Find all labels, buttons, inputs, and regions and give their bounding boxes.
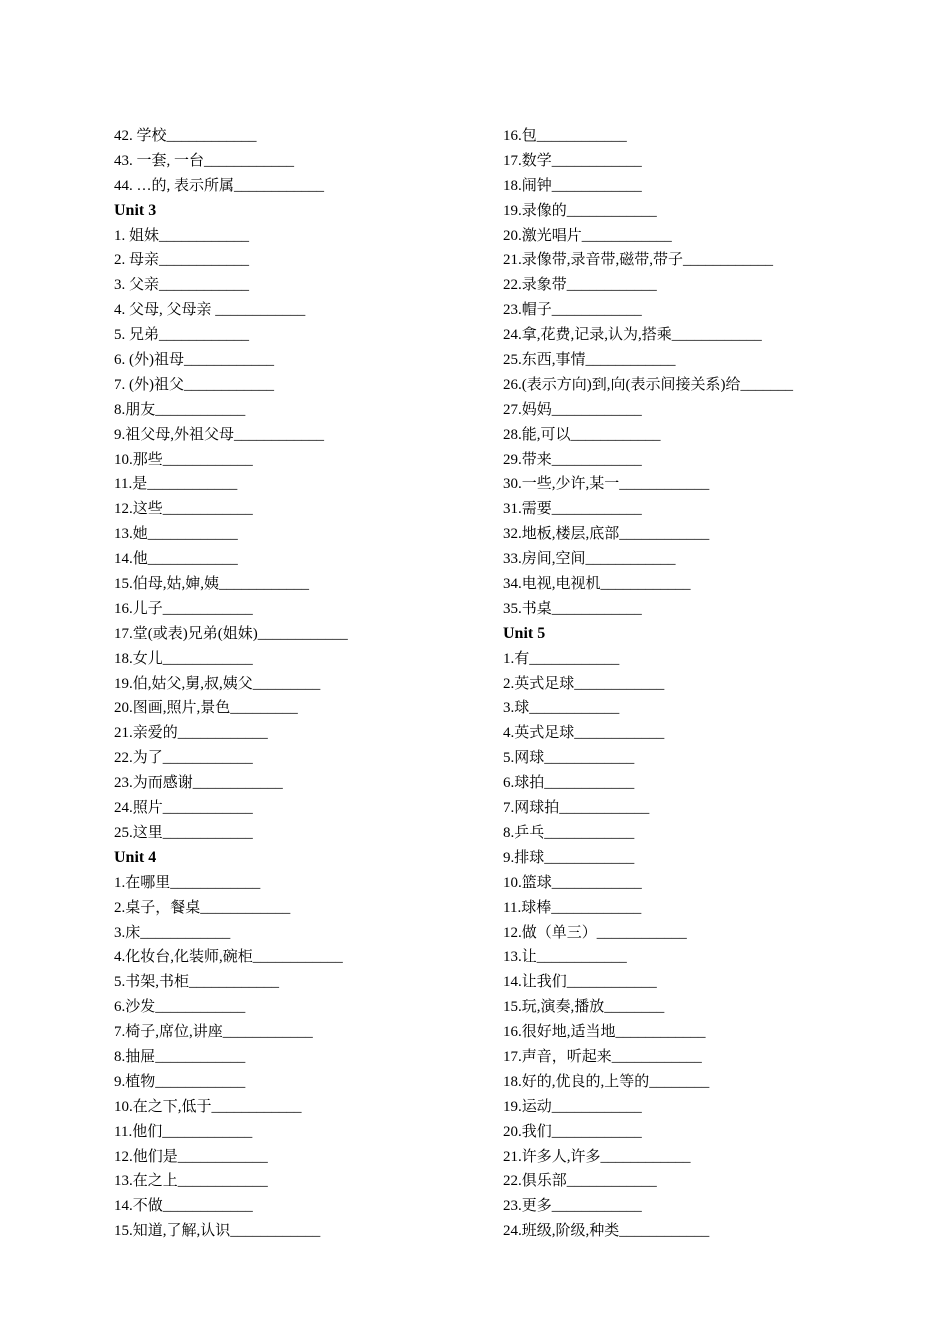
vocab-item: 2.桌子，餐桌____________ xyxy=(114,899,291,916)
vocab-item: 23.帽子____________ xyxy=(503,302,642,319)
vocab-item: 9.排球____________ xyxy=(503,849,635,866)
vocab-item: 25.这里____________ xyxy=(114,824,253,841)
vocab-item: 11.是____________ xyxy=(114,476,238,493)
vocab-item: 43. 一套, 一台____________ xyxy=(114,152,295,169)
vocab-item: 18.女儿____________ xyxy=(114,650,253,667)
vocab-item: 14.不做____________ xyxy=(114,1198,253,1215)
vocab-item: 12.他们是____________ xyxy=(114,1148,268,1165)
vocab-item: 12.这些____________ xyxy=(114,501,253,518)
vocab-item: 2. 母亲____________ xyxy=(114,252,250,269)
vocab-item: 1. 姐妹____________ xyxy=(114,227,250,244)
vocab-item: 32.地板,楼层,底部____________ xyxy=(503,526,710,543)
vocab-item: 20.激光唱片____________ xyxy=(503,227,672,244)
vocab-item: 34.电视,电视机____________ xyxy=(503,576,691,593)
vocab-item: 25.东西,事情____________ xyxy=(503,352,676,369)
vocab-item: 22.为了____________ xyxy=(114,750,253,767)
vocab-item: 27.妈妈____________ xyxy=(503,401,642,418)
vocab-item: 7.网球拍____________ xyxy=(503,800,650,817)
vocab-item: 21.录像带,录音带,磁带,带子____________ xyxy=(503,252,774,269)
vocab-item: 6.球拍____________ xyxy=(503,775,635,792)
vocab-item: 35.书桌____________ xyxy=(503,600,642,617)
vocab-item: 5.书架,书柜____________ xyxy=(114,974,280,991)
vocab-item: 13.在之上____________ xyxy=(114,1173,268,1190)
vocab-item: 18.好的,优良的,上等的________ xyxy=(503,1073,710,1090)
vocab-item: 9.植物____________ xyxy=(114,1073,246,1090)
vocab-item: 16.儿子____________ xyxy=(114,600,253,617)
vocab-item: 22.俱乐部____________ xyxy=(503,1173,657,1190)
left-column xyxy=(114,124,484,1244)
vocab-item: 42. 学校____________ xyxy=(114,128,257,144)
vocab-item: 11.球棒____________ xyxy=(503,899,642,916)
vocab-item: 8.抽屉____________ xyxy=(114,1048,246,1065)
vocab-item: 10.篮球____________ xyxy=(503,874,642,891)
vocab-item: 16.很好地,适当地____________ xyxy=(503,1024,706,1041)
unit-heading: Unit 3 xyxy=(114,201,157,219)
vocab-item: 6. (外)祖母____________ xyxy=(114,352,274,369)
vocab-item: 4.化妆台,化装师,碗柜____________ xyxy=(114,949,343,966)
vocab-item: 23.更多____________ xyxy=(503,1198,642,1215)
vocab-item: 3.床____________ xyxy=(114,924,231,941)
vocab-item: 24.照片____________ xyxy=(114,800,253,817)
vocab-item: 7.椅子,席位,讲座____________ xyxy=(114,1024,313,1041)
vocab-item: 24.班级,阶级,种类____________ xyxy=(503,1223,710,1240)
vocab-item: 8.乒乓____________ xyxy=(503,824,635,841)
unit-heading: Unit 4 xyxy=(114,848,157,866)
vocab-item: 31.需要____________ xyxy=(503,501,642,518)
vocab-item: 33.房间,空间____________ xyxy=(503,551,676,568)
unit-heading: Unit 5 xyxy=(503,624,546,642)
vocab-item: 4. 父母, 父母亲 ____________ xyxy=(114,302,306,319)
vocab-item: 17.堂(或表)兄弟(姐妹)____________ xyxy=(114,625,348,642)
vocab-item: 24.拿,花费,记录,认为,搭乘____________ xyxy=(503,327,762,344)
vocab-item: 21.许多人,许多____________ xyxy=(503,1148,691,1165)
vocab-item: 15.玩,演奏,播放________ xyxy=(503,999,665,1016)
vocab-item: 10.在之下,低于____________ xyxy=(114,1098,302,1115)
vocab-item: 13.她____________ xyxy=(114,526,238,543)
vocab-item: 44. …的, 表示所属____________ xyxy=(114,177,325,194)
vocab-item: 12.做（单三）____________ xyxy=(503,924,687,941)
vocab-item: 28.能,可以____________ xyxy=(503,426,661,443)
vocab-item: 6.沙发____________ xyxy=(114,999,246,1016)
vocab-item: 23.为而感谢____________ xyxy=(114,775,283,792)
vocab-item: 29.带来____________ xyxy=(503,451,642,468)
vocab-item: 10.那些____________ xyxy=(114,451,253,468)
vocab-item: 9.祖父母,外祖父母____________ xyxy=(114,426,325,443)
vocab-item: 3. 父亲____________ xyxy=(114,277,250,294)
vocab-item: 14.让我们____________ xyxy=(503,974,657,991)
vocab-item: 3.球____________ xyxy=(503,700,620,717)
vocab-item: 20.我们____________ xyxy=(503,1123,642,1140)
vocab-item: 5.网球____________ xyxy=(503,750,635,767)
vocab-item: 21.亲爱的____________ xyxy=(114,725,268,742)
vocab-item: 17.数学____________ xyxy=(503,152,642,169)
vocab-item: 16.包____________ xyxy=(503,128,627,144)
vocab-item: 7. (外)祖父____________ xyxy=(114,376,274,393)
vocab-item: 13.让____________ xyxy=(503,949,627,966)
right-column xyxy=(503,124,923,1244)
vocab-item: 8.朋友____________ xyxy=(114,401,246,418)
vocab-item: 11.他们____________ xyxy=(114,1123,253,1140)
vocab-item: 15.知道,了解,认识____________ xyxy=(114,1223,321,1240)
vocab-item: 5. 兄弟____________ xyxy=(114,327,250,344)
vocab-item: 19.录像的____________ xyxy=(503,202,657,219)
vocab-item: 2.英式足球____________ xyxy=(503,675,665,692)
vocab-item: 22.录象带____________ xyxy=(503,277,657,294)
vocab-item: 20.图画,照片,景色_________ xyxy=(114,700,298,717)
vocab-item: 15.伯母,姑,婶,姨____________ xyxy=(114,576,310,593)
vocab-item: 17.声音，听起来____________ xyxy=(503,1048,702,1065)
vocab-item: 14.他____________ xyxy=(114,551,238,568)
vocab-item: 1.在哪里____________ xyxy=(114,874,261,891)
vocab-item: 19.运动____________ xyxy=(503,1098,642,1115)
vocab-item: 4.英式足球____________ xyxy=(503,725,665,742)
vocab-item: 19.伯,姑父,舅,叔,姨父_________ xyxy=(114,675,321,692)
vocab-item: 30.一些,少许,某一____________ xyxy=(503,476,710,493)
vocab-item: 18.闹钟____________ xyxy=(503,177,642,194)
vocab-item: 26.(表示方向)到,向(表示间接关系)给_______ xyxy=(503,376,793,393)
vocab-item: 1.有____________ xyxy=(503,650,620,667)
